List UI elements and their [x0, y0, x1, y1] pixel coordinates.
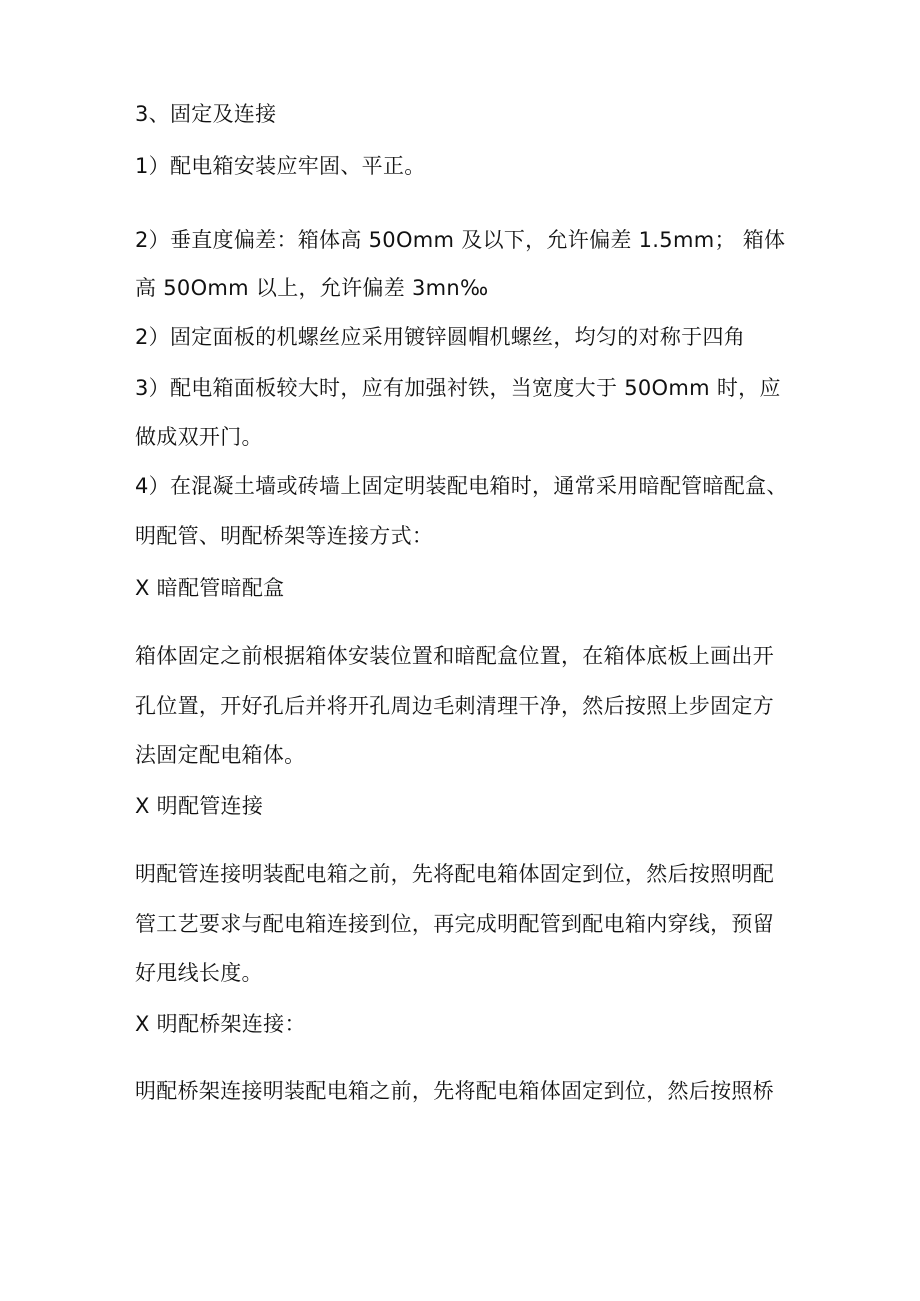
text-line: 4）在混凝土墙或砖墙上固定明装配电箱时，通常采用暗配管暗配盒、: [135, 474, 788, 498]
text-line: 管工艺要求与配电箱连接到位，再完成明配管到配电箱内穿线，预留: [135, 912, 774, 936]
text-line: 明配管、明配桥架等连接方式：: [135, 524, 434, 548]
text-line: 明配桥架连接明装配电箱之前，先将配电箱体固定到位，然后按照桥: [135, 1079, 774, 1103]
text-line: 箱体固定之前根据箱体安装位置和暗配盒位置，在箱体底板上画出开: [135, 644, 774, 668]
text-line: 明配管连接明装配电箱之前，先将配电箱体固定到位，然后按照明配: [135, 862, 774, 886]
subheading: X 明配管连接: [135, 794, 264, 818]
text-line: 2）垂直度偏差：箱体高 50Omm 及以下，允许偏差 1.5mm； 箱体: [135, 228, 786, 252]
text-line: 法固定配电箱体。: [135, 743, 306, 767]
subheading: X 明配桥架连接：: [135, 1012, 306, 1036]
subheading: X 暗配管暗配盒: [135, 576, 285, 600]
text-line: 做成双开门。: [135, 425, 263, 449]
text-line: 1）配电箱安装应牢固、平正。: [135, 154, 426, 178]
text-line: 2）固定面板的机螺丝应采用镀锌圆帽机螺丝，均匀的对称于四角: [135, 325, 746, 349]
text-line: 好甩线长度。: [135, 961, 263, 985]
text-line: 高 50Omm 以上，允许偏差 3mn‰: [135, 276, 489, 300]
text-line: 3）配电箱面板较大时，应有加强衬铁，当宽度大于 50Omm 时，应: [135, 376, 781, 400]
text-line: 孔位置，开好孔后并将开孔周边毛刺清理干净，然后按照上步固定方: [135, 694, 774, 718]
section-heading: 3、固定及连接: [135, 102, 277, 126]
